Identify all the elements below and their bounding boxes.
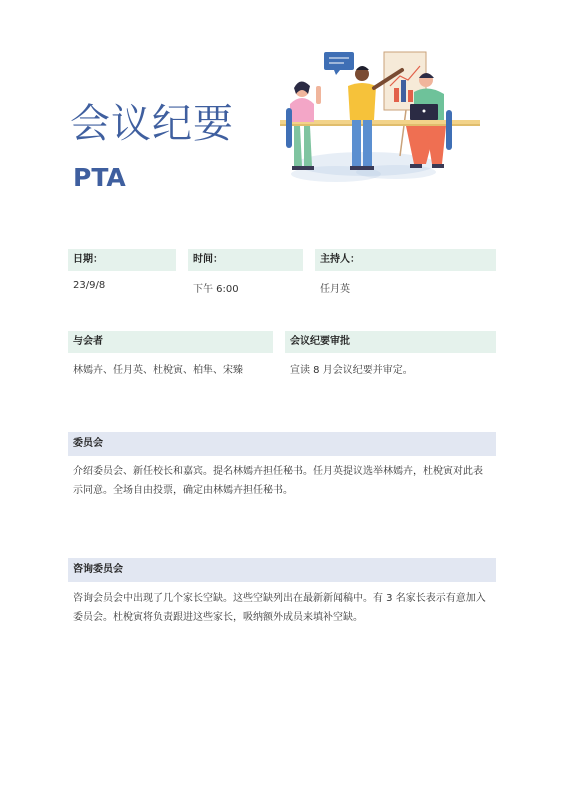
attendees-label: 与会者 xyxy=(68,331,273,353)
speech-bubble-icon xyxy=(324,52,354,75)
date-value: 23/9/8 xyxy=(73,280,106,291)
host-label: 主持人： xyxy=(315,249,496,271)
meeting-illustration xyxy=(276,46,488,194)
section-heading-committee: 委员会 xyxy=(68,432,496,456)
date-label: 日期： xyxy=(68,249,176,271)
approval-value: 宣读 8 月会议纪要并审定。 xyxy=(290,365,413,376)
page-subtitle: PTA xyxy=(73,163,126,192)
page-title: 会议纪要 xyxy=(70,101,234,147)
host-value: 任月英 xyxy=(320,284,350,295)
approval-label: 会议纪要审批 xyxy=(285,331,496,353)
time-value: 下午 6:00 xyxy=(193,284,239,295)
time-label: 时间： xyxy=(188,249,303,271)
attendees-value: 林嫣卉、任月英、杜梲寅、柏隼、宋臻 xyxy=(73,365,243,376)
section-body-advisory: 咨询会员会中出现了几个家长空缺。这些空缺列出在最新新闻稿中。有 3 名家长表示有意加入委员会。杜梲寅将负责跟进这些家长，吸纳额外成员来填补空缺。 xyxy=(73,593,486,623)
section-heading-advisory: 咨询委员会 xyxy=(68,558,496,582)
section-body-committee: 介绍委员会、新任校长和嘉宾。提名林嫣卉担任秘书。任月英提议选举林嫣卉，杜梲寅对此表示同意。全场自由投票，确定由林嫣卉担任秘书。 xyxy=(73,466,483,496)
